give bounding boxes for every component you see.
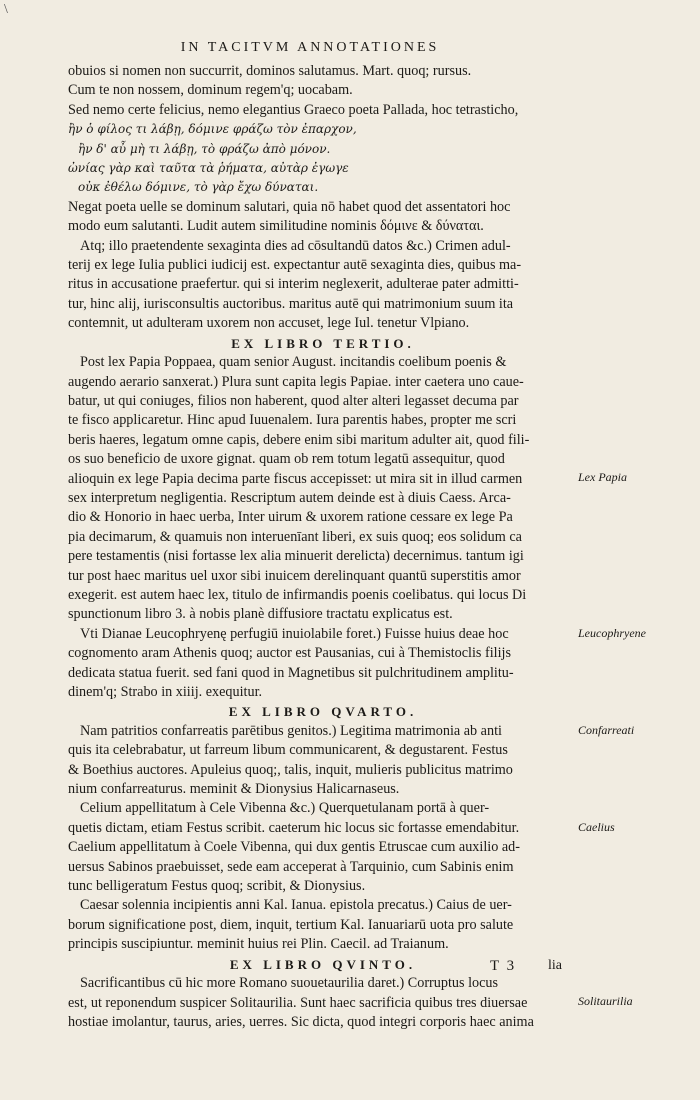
text-line: os suo beneficio de uxore gignat. quam ob rem totum legatū assequitur, quod (68, 451, 505, 468)
margin-note: Confarreati (578, 722, 635, 737)
text-line: hostiae imolantur, taurus, aries, uerres. Sic dicta, quod integri corporis haec anima (68, 1013, 534, 1030)
text-line: modo eum salutanti. Ludit autem similitudine nominis δόμινε & δύναται. (68, 218, 484, 235)
text-line: Nam patritios confarreatis parētibus genitos.) Legitima matrimonia ab anti (80, 722, 502, 739)
text-line: quetis dictam, etiam Festus scribit. caeterum hic locus sic fortasse emendabitur. (68, 819, 520, 836)
signature-mark: T 3 (490, 958, 517, 974)
text-line: augendo aerario sanxerat.) Plura sunt capita legis Papiae. inter caetera uno caue- (68, 373, 524, 390)
text-line: tunc belligeratum Festus quoq; scribit, & Dionysius. (68, 878, 366, 895)
greek-verse-line: οὐκ ἐθέλω δόμινε, τὸ γὰρ ἔχω δύναται. (78, 180, 319, 195)
text-line: pia decimarum, & quamuis non interuenīant liberi, ex suis quoq; eos solidum ca (68, 528, 522, 545)
text-line: tur post haec maritus uel uxor sibi inuicem derelinquant quantū superstitis amor (68, 567, 521, 584)
margin-note: Lex Papia (578, 470, 627, 485)
text-line: uersus Sabinos praebuisset, sede eam acceperat à Tarquinio, cum Sabinis enim (68, 858, 514, 875)
text-line: & Boethius auctores. Apuleius quoq;, talis, inquit, mulieris publicitus matrimo (68, 761, 513, 778)
text-line: spunctionum libro 3. à nobis planè diffusiore tractatu explicatus est. (68, 606, 453, 623)
section-heading: EX LIBRO TERTIO. (231, 335, 415, 351)
text-line: obuios si nomen non succurrit, dominos salutamus. Mart. quoq; rursus. (68, 63, 472, 79)
text-line: Negat poeta uelle se dominum salutari, quia nō habet quod det assentatori hoc (68, 198, 511, 215)
text-line: Celium appellitatum à Cele Vibenna &c.) Querquetulanam portā à quer- (80, 800, 490, 817)
section-heading: EX LIBRO QVARTO. (228, 704, 418, 720)
text-line: batur, ut qui coniuges, filios non haberent, quod alter alteri legasset decuma par (68, 392, 519, 409)
text-line: ritus in accusatione praefertur. qui si interim neglexerit, adulterae pater admitti- (68, 276, 519, 293)
margin-note: Caelius (578, 819, 615, 834)
text-line: alioquin ex lege Papia decima parte fiscus accepisset: ut mira sit in illud carmen (68, 470, 523, 487)
text-line: sex interpretum negligentia. Rescriptum autem deinde est à diuis Caess. Arca- (68, 489, 511, 506)
text-line: cognomento aram Athenis quoq; auctor est Pausanias, cui à Themistoclis filijs (68, 645, 512, 662)
text-line: principis suscipiuntur. meminit huius rei Plin. Caecil. ad Traianum. (68, 936, 449, 953)
text-line: Atq; illo praetendente sexaginta dies ad cōsultandū datos &c.) Crimen adul- (80, 237, 511, 254)
text-line: pere testamentis (nisi fortasse lex alia minuerit derelicta) decernimus. tantum igi (68, 548, 524, 565)
text-line: Vti Dianae Leucophryenę perfugiū inuiolabile foret.) Fuisse huius deae hoc (80, 625, 509, 642)
section-heading: EX LIBRO QVINTO. (229, 956, 417, 972)
corner-mark: \ (4, 2, 8, 17)
text-line: Post lex Papia Poppaea, quam senior August. incitandis coelibum poenis & (80, 354, 507, 371)
body-text (68, 62, 578, 1032)
margin-note: Leucophryene (578, 625, 646, 640)
text-line: nium confarreaturus. meminit & Dionysius Halicarnaseus. (68, 781, 400, 798)
margin-note: Solitaurilia (578, 994, 633, 1009)
text-line: quis ita celebrabatur, ut farreum libum communicarent, & degustarent. Festus (68, 742, 508, 759)
text-line: dedicata statua fuerit. sed fani quod in Magnetibus sit pulchritudinem amplitu- (68, 664, 514, 681)
text-line: beris haeres, legatum omne capis, debere enim sibi maritum adulter ait, quod fili- (68, 431, 530, 448)
catchword: lia (548, 958, 562, 973)
text-line: exegerit. est autem haec lex, titulo de infirmandis poenis coelibatus. qui locus Di (68, 586, 527, 603)
running-head: IN TACITVM ANNOTATIONES (180, 40, 440, 55)
text-line: est, ut reponendum suspicer Solitaurilia. Sunt haec sacrificia quibus tres diuersae (68, 994, 528, 1011)
greek-verse-line: ὠνίας γὰρ καὶ ταῦτα τὰ ῥήματα, αὐτὰρ ἐγωγε (68, 161, 349, 176)
greek-verse-line: ἢν ὁ φίλος τι λάβῃ, δόμινε φράζω τὸν ἐπαρχον, (68, 122, 357, 137)
text-line: Sed nemo certe felicius, nemo elegantius Graeco poeta Pallada, hoc tetrasticho, (68, 101, 519, 118)
text-line: Sacrificantibus cū hic more Romano suouetaurilia daret.) Corruptus locus (80, 975, 499, 992)
text-line: te fisco applicaretur. Hinc apud Iuuenalem. Iura parentis habes, propter me scri (68, 412, 517, 429)
greek-verse-line: ἢν δ' αὖ μὴ τι λάβῃ, τὸ φράζω ἀπὸ μόνον. (78, 141, 331, 156)
text-line: tur, hinc alij, iurisconsultis auctoribus. maritus autē qui matrimonium suum ita (68, 295, 514, 312)
text-line: dio & Honorio in haec uerba, Inter uirum & uxorem ratione cessare ex lege Pa (68, 509, 513, 526)
text-line: Caesar solennia incipientis anni Kal. Ianua. epistola precatus.) Caius de uer- (80, 897, 512, 914)
text-line: contemnit, ut adulteram uxorem non accuset, lege Iul. tenetur Vlpiano. (68, 315, 470, 332)
text-line: dinem'q; Strabo in xiiij. exequitur. (68, 684, 263, 700)
text-line: terij ex lege Iulia publici iudicij est. expectantur autē sexaginta dies, quibus ma- (68, 257, 522, 274)
text-line: Cum te non nossem, dominum regem'q; uocabam. (68, 82, 353, 99)
text-line: borum significatione post, diem, inquit, tertium Kal. Ianuariarū uota pro salute (68, 916, 514, 933)
text-line: Caelium appellitatum à Coele Vibenna, qui dux gentis Etruscae cum auxilio ad- (68, 839, 520, 856)
